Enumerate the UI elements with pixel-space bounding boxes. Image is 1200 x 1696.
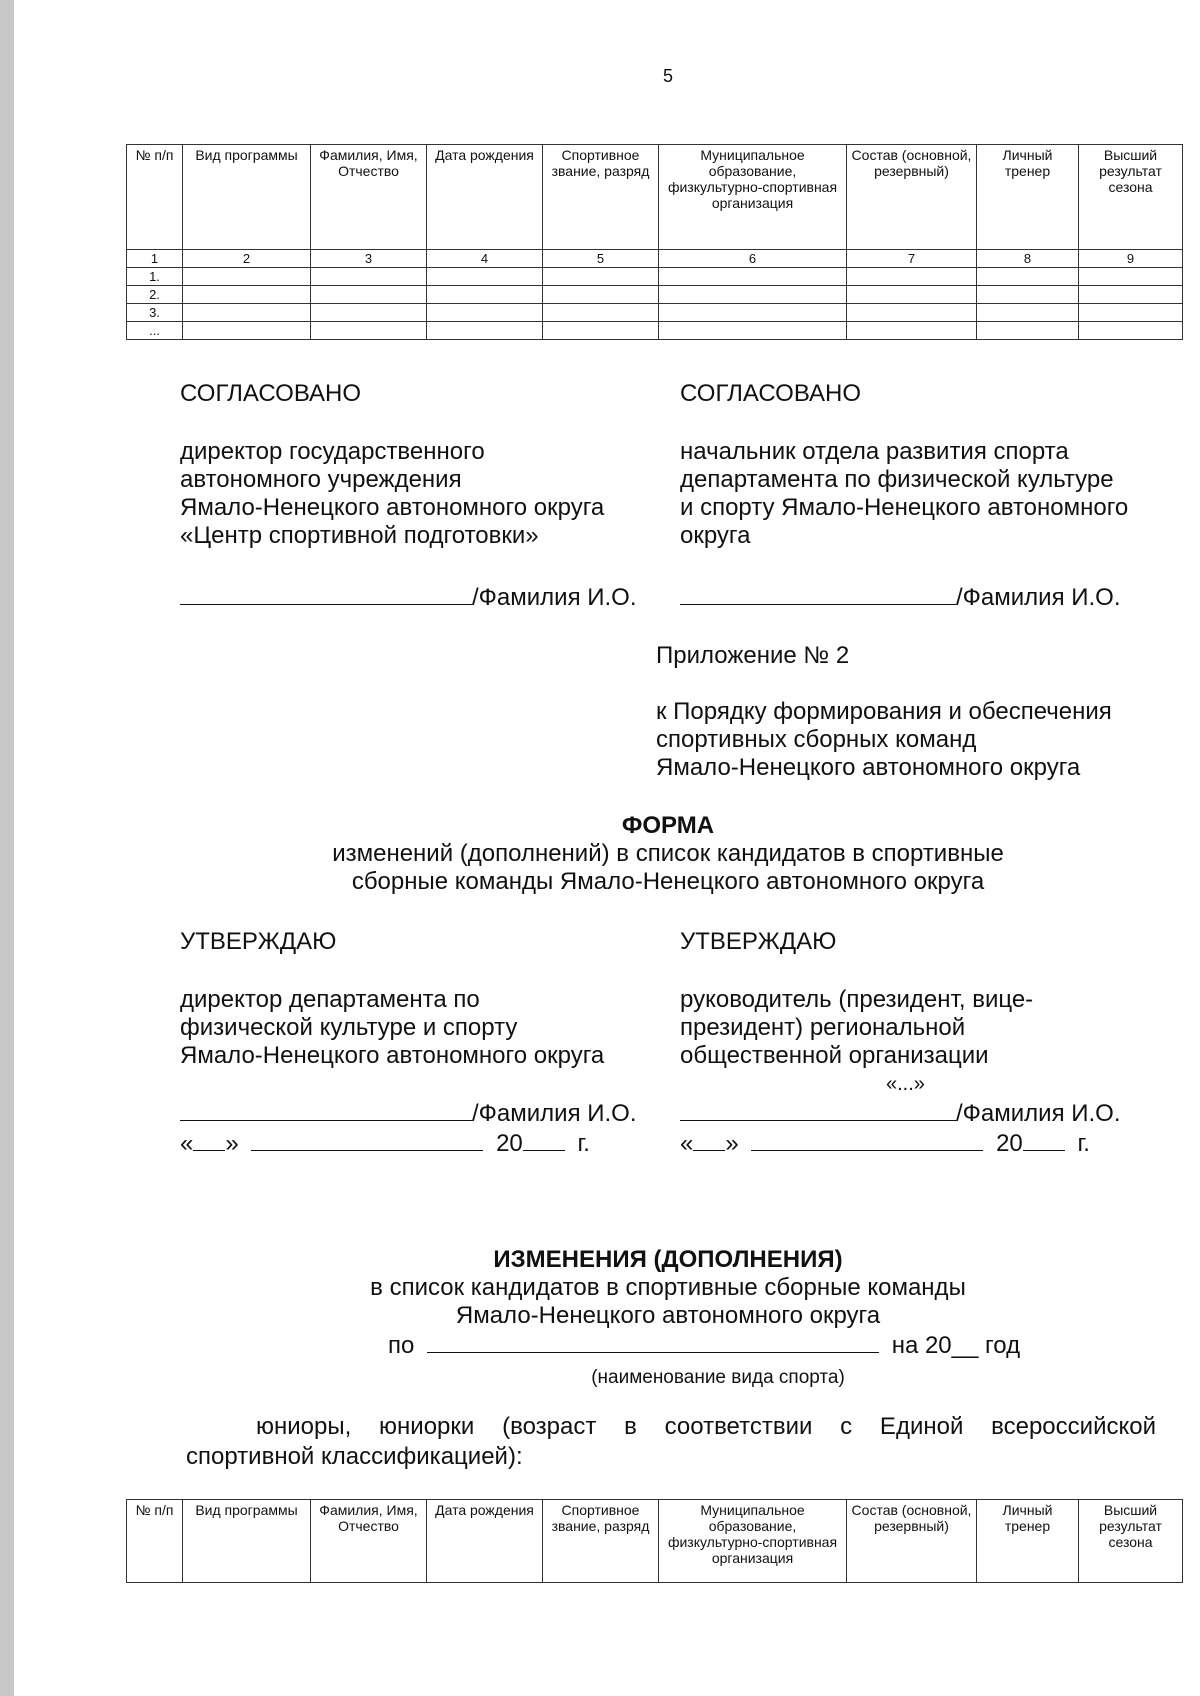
approve-left-date (180, 1128, 590, 1158)
row-number: ... (127, 322, 183, 340)
position-line: Ямало-Ненецкого автономного округа (180, 494, 605, 521)
month-blank (751, 1128, 983, 1151)
by-prefix: по (388, 1332, 415, 1359)
appendix-line: Ямало-Ненецкого автономного округа (656, 754, 1081, 781)
header-cell: Спортивное звание, разряд (543, 1500, 659, 1583)
approve-left-signature (180, 1098, 637, 1128)
approve-right-position (680, 986, 1033, 1070)
position-line: общественной организации (680, 1042, 989, 1069)
year-suffix: г. (577, 1130, 590, 1157)
juniors-paragraph (186, 1412, 1156, 1472)
form-subtitle-line: сборные команды Ямало-Ненецкого автономного округа (351, 868, 985, 895)
date-close-quote: » (725, 1130, 739, 1157)
column-number: 5 (543, 250, 659, 268)
signature-suffix: /Фамилия И.О. (472, 584, 637, 611)
header-cell: Состав (основной, резервный) (847, 145, 977, 250)
position-line: Ямало-Ненецкого автономного округа (180, 1042, 605, 1069)
position-line: округа (680, 522, 751, 549)
paragraph-line: юниоры, юниорки (возраст в соответствии с Единой всероссийской (256, 1413, 1156, 1440)
header-cell: Высший результат сезона (1079, 145, 1183, 250)
approve-left-heading: УТВЕРЖДАЮ (180, 928, 337, 955)
header-cell: Высший результат сезона (1079, 1500, 1183, 1583)
date-close-quote: » (225, 1130, 239, 1157)
date-open-quote: « (680, 1130, 694, 1157)
day-blank (193, 1128, 225, 1151)
header-cell: Спортивное звание, разряд (543, 145, 659, 250)
column-number: 4 (427, 250, 543, 268)
position-line: директор государственного (180, 438, 485, 465)
candidates-table (126, 144, 1183, 340)
row-number: 1. (127, 268, 183, 286)
column-number: 2 (183, 250, 311, 268)
sport-name-blank (427, 1330, 879, 1353)
row-number: 2. (127, 286, 183, 304)
position-line: автономного учреждения (180, 466, 462, 493)
signature-line (680, 582, 956, 605)
table-header-row (127, 1500, 1183, 1583)
header-cell: № п/п (127, 1500, 183, 1583)
changes-line: Ямало-Ненецкого автономного округа (455, 1302, 881, 1329)
position-line: руководитель (президент, вице- (680, 986, 1034, 1013)
appendix-line: спортивных сборных команд (656, 726, 977, 753)
table-header-row (127, 145, 1183, 250)
header-cell: Фамилия, Имя, Отчество (311, 145, 427, 250)
signature-suffix: /Фамилия И.О. (956, 584, 1121, 611)
year-prefix: 20 (496, 1130, 523, 1157)
agreed-left-position (180, 438, 604, 550)
table-row (127, 268, 1183, 286)
column-number: 7 (847, 250, 977, 268)
header-cell: Личный тренер (977, 145, 1079, 250)
page-number: 5 (662, 66, 673, 86)
position-line: департамента по физической культуре (680, 466, 1114, 493)
form-title: ФОРМА (621, 812, 715, 839)
table-row (127, 304, 1183, 322)
paragraph-line: спортивной классификацией): (186, 1443, 523, 1470)
day-blank (693, 1128, 725, 1151)
header-cell: № п/п (127, 145, 183, 250)
month-blank (251, 1128, 483, 1151)
year-suffix: г. (1077, 1130, 1090, 1157)
agreed-right-position (680, 438, 1128, 550)
position-line: физической культуре и спорту (180, 1014, 518, 1041)
position-line: президент) региональной (680, 1014, 966, 1041)
column-number: 1 (127, 250, 183, 268)
column-number: 6 (659, 250, 847, 268)
position-line: директор департамента по (180, 986, 480, 1013)
organization-placeholder: «...» (886, 1073, 925, 1095)
approve-right-date (680, 1128, 1090, 1158)
row-number: 3. (127, 304, 183, 322)
header-cell: Вид программы (183, 145, 311, 250)
agreed-left-heading: СОГЛАСОВАНО (180, 380, 362, 407)
agreed-right-signature (680, 582, 1121, 612)
column-number: 8 (977, 250, 1079, 268)
sport-caption: (наименование вида спорта) (591, 1367, 845, 1388)
appendix-line: к Порядку формирования и обеспечения (656, 698, 1112, 725)
header-cell: Состав (основной, резервный) (847, 1500, 977, 1583)
form-subtitle-line: изменений (дополнений) в список кандидатов в спортивные (332, 840, 1004, 867)
approve-left-position (180, 986, 604, 1070)
header-cell: Муниципальное образование, физкультурно-спортивная организация (659, 145, 847, 250)
approve-right-heading: УТВЕРЖДАЮ (680, 928, 837, 955)
sport-name-line (388, 1330, 1020, 1360)
signature-suffix: /Фамилия И.О. (956, 1100, 1121, 1127)
agreed-right-heading: СОГЛАСОВАНО (680, 380, 862, 407)
position-line: и спорту Ямало-Ненецкого автономного (680, 494, 1129, 521)
date-open-quote: « (180, 1130, 194, 1157)
header-cell: Дата рождения (427, 1500, 543, 1583)
header-cell: Фамилия, Имя, Отчество (311, 1500, 427, 1583)
appendix-reference (656, 698, 1112, 782)
table-row (127, 322, 1183, 340)
signature-line (180, 582, 472, 605)
changes-title: ИЗМЕНЕНИЯ (ДОПОЛНЕНИЯ) (493, 1246, 843, 1273)
agreed-left-signature (180, 582, 637, 612)
year-blank (523, 1128, 565, 1151)
signature-suffix: /Фамилия И.О. (472, 1100, 637, 1127)
column-number: 3 (311, 250, 427, 268)
header-cell: Муниципальное образование, физкультурно-спортивная организация (659, 1500, 847, 1583)
changes-line: в список кандидатов в спортивные сборные команды (370, 1274, 966, 1301)
year-prefix: 20 (996, 1130, 1023, 1157)
column-number: 9 (1079, 250, 1183, 268)
header-cell: Дата рождения (427, 145, 543, 250)
position-line: начальник отдела развития спорта (680, 438, 1069, 465)
header-cell: Личный тренер (977, 1500, 1079, 1583)
appendix-title: Приложение № 2 (656, 642, 850, 669)
table-row (127, 286, 1183, 304)
column-number-row (127, 250, 1183, 268)
year-blank (1023, 1128, 1065, 1151)
changes-table (126, 1499, 1183, 1583)
position-line: «Центр спортивной подготовки» (180, 522, 539, 549)
approve-right-signature (680, 1098, 1121, 1128)
year-text: на 20__ год (891, 1332, 1021, 1359)
signature-line (180, 1098, 472, 1121)
header-cell: Вид программы (183, 1500, 311, 1583)
signature-line (680, 1098, 956, 1121)
